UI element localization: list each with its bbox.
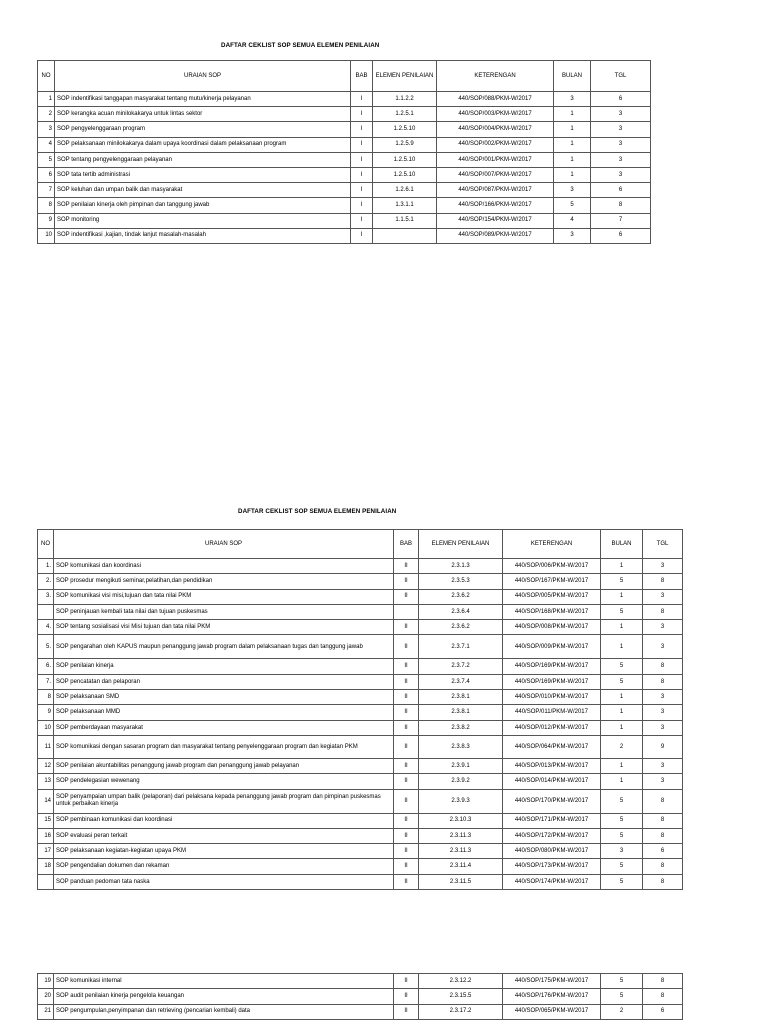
cell-elemen-penilaian: 2.3.11.4	[419, 859, 503, 874]
table-row	[38, 137, 651, 152]
table-row	[38, 705, 683, 720]
cell-keterengan: 440/SOP/154/PKM-W/2017	[437, 213, 554, 228]
header-bulan: BULAN	[554, 61, 591, 92]
cell-elemen-penilaian: 1.2.5.9	[373, 137, 437, 152]
header-no: NO	[38, 530, 54, 559]
cell-bab: I	[351, 198, 373, 213]
cell-no: 9	[38, 705, 54, 720]
cell-bulan: 3	[601, 844, 643, 859]
cell-keterengan: 440/SOP/001/PKM-W/2017	[437, 152, 554, 167]
cell-bab: II	[394, 674, 419, 689]
page-title-1: DAFTAR CEKLIST SOP SEMUA ELEMEN PENILAIAN	[221, 42, 380, 49]
cell-uraian-sop: SOP pelaksanaan minilokakarya dalam upaya koordinasi dalam pelaksanaan program	[55, 137, 351, 152]
cell-no: 5	[38, 152, 55, 167]
cell-tgl: 8	[643, 989, 683, 1004]
cell-tgl: 3	[591, 122, 651, 137]
cell-tgl: 3	[643, 774, 683, 789]
cell-keterengan: 440/SOP/006/PKM-W/2017	[503, 559, 601, 574]
table-row	[38, 213, 651, 228]
cell-tgl: 9	[643, 735, 683, 758]
cell-keterengan: 440/SOP/169/PKM-W/2017	[503, 659, 601, 674]
cell-bulan: 1	[601, 620, 643, 635]
cell-bulan: 1	[601, 758, 643, 773]
cell-keterengan: 440/SOP/007/PKM-W/2017	[437, 167, 554, 182]
cell-uraian-sop: SOP penilaian akuntabilitas penanggung jawab program dan penanggung jawab pelayanan	[54, 758, 394, 773]
table-row	[38, 828, 683, 843]
cell-tgl: 6	[591, 92, 651, 107]
cell-bab: II	[394, 828, 419, 843]
cell-elemen-penilaian: 2.3.7.2	[419, 659, 503, 674]
cell-keterengan: 440/SOP/176/PKM-W/2017	[503, 989, 601, 1004]
cell-bulan: 1	[601, 774, 643, 789]
cell-tgl: 3	[643, 705, 683, 720]
cell-elemen-penilaian: 2.3.11.3	[419, 828, 503, 843]
cell-uraian-sop: SOP penilaian kinerja	[54, 659, 394, 674]
cell-tgl: 3	[591, 137, 651, 152]
cell-keterengan: 440/SOP/168/PKM-W/2017	[503, 604, 601, 619]
cell-tgl: 7	[591, 213, 651, 228]
cell-no	[38, 874, 54, 889]
cell-bulan: 1	[601, 559, 643, 574]
cell-no: 4	[38, 137, 55, 152]
table-row	[38, 874, 683, 889]
table-row	[38, 107, 651, 122]
cell-no: 19	[38, 974, 54, 989]
cell-elemen-penilaian: 1.2.5.1	[373, 107, 437, 122]
cell-bab: II	[394, 589, 419, 604]
cell-elemen-penilaian: 2.3.6.4	[419, 604, 503, 619]
cell-keterengan: 440/SOP/171/PKM-W/2017	[503, 813, 601, 828]
cell-bulan: 5	[601, 974, 643, 989]
cell-elemen-penilaian: 2.3.10.3	[419, 813, 503, 828]
cell-bab: II	[394, 789, 419, 813]
cell-bulan: 5	[601, 674, 643, 689]
table-row	[38, 589, 683, 604]
cell-bulan: 5	[601, 828, 643, 843]
cell-bulan: 4	[554, 213, 591, 228]
cell-tgl: 8	[643, 813, 683, 828]
cell-uraian-sop: SOP pendelegasian wewenang	[54, 774, 394, 789]
cell-tgl: 8	[643, 674, 683, 689]
cell-tgl: 6	[591, 228, 651, 243]
cell-uraian-sop: SOP tentang sosialisasi visi Misi tujuan dan tata nilai PKM	[54, 620, 394, 635]
cell-bab: II	[394, 813, 419, 828]
cell-bulan: 1	[554, 107, 591, 122]
cell-bab: II	[394, 974, 419, 989]
cell-elemen-penilaian: 2.3.6.2	[419, 589, 503, 604]
cell-uraian-sop: SOP kerangka acuan minilokakarya untuk lintas sektor	[55, 107, 351, 122]
cell-keterengan: 440/SOP/174/PKM-W/2017	[503, 874, 601, 889]
cell-elemen-penilaian: 1.3.1.1	[373, 198, 437, 213]
cell-elemen-penilaian: 2.3.15.5	[419, 989, 503, 1004]
cell-tgl: 8	[643, 604, 683, 619]
cell-bab: II	[394, 874, 419, 889]
cell-keterengan: 440/SOP/012/PKM-W/2017	[503, 720, 601, 735]
table-row	[38, 604, 683, 619]
header-bab: BAB	[351, 61, 373, 92]
cell-bab	[394, 604, 419, 619]
header-elemen-penilaian: ELEMEN PENILAIAN	[419, 530, 503, 559]
cell-elemen-penilaian: 1.1.2.2	[373, 92, 437, 107]
table-row	[38, 735, 683, 758]
table-row	[38, 152, 651, 167]
cell-tgl: 3	[643, 720, 683, 735]
cell-uraian-sop: SOP pengendalian dokumen dan rekaman	[54, 859, 394, 874]
cell-bab: II	[394, 1004, 419, 1019]
cell-no: 10	[38, 228, 55, 243]
cell-keterengan: 440/SOP/087/PKM-W/2017	[437, 183, 554, 198]
cell-no: 1	[38, 92, 55, 107]
cell-bulan: 1	[601, 635, 643, 659]
table-row	[38, 122, 651, 137]
cell-uraian-sop: SOP komunikasi visi misi,tujuan dan tata nilai PKM	[54, 589, 394, 604]
cell-no: 20	[38, 989, 54, 1004]
cell-uraian-sop: SOP pelaksanaan SMD	[54, 690, 394, 705]
cell-tgl: 3	[643, 690, 683, 705]
cell-no	[38, 604, 54, 619]
cell-no: 6	[38, 167, 55, 182]
cell-bulan: 1	[601, 705, 643, 720]
cell-no: 7	[38, 183, 55, 198]
cell-bulan: 2	[601, 735, 643, 758]
cell-bulan: 5	[601, 604, 643, 619]
sop-table-2	[37, 529, 683, 890]
cell-uraian-sop: SOP penilaian kinerja oleh pimpinan dan tanggung jawab	[55, 198, 351, 213]
cell-elemen-penilaian: 2.3.9.3	[419, 789, 503, 813]
cell-tgl: 3	[591, 152, 651, 167]
header-bulan: BULAN	[601, 530, 643, 559]
table-row	[38, 1004, 683, 1019]
cell-tgl: 6	[643, 1004, 683, 1019]
table-row	[38, 859, 683, 874]
cell-no: 16	[38, 828, 54, 843]
cell-no: 13	[38, 774, 54, 789]
page-title-2: DAFTAR CEKLIST SOP SEMUA ELEMEN PENILAIAN	[238, 508, 397, 515]
cell-no: 8	[38, 690, 54, 705]
table-row	[38, 167, 651, 182]
cell-bulan: 1	[554, 167, 591, 182]
cell-bulan: 5	[601, 789, 643, 813]
cell-bab: II	[394, 758, 419, 773]
cell-keterengan: 440/SOP/014/PKM-W/2017	[503, 774, 601, 789]
cell-keterengan: 440/SOP/065/PKM-W/2017	[503, 1004, 601, 1019]
cell-elemen-penilaian: 2.3.12.2	[419, 974, 503, 989]
cell-elemen-penilaian: 1.2.5.10	[373, 152, 437, 167]
header-tgl: TGL	[643, 530, 683, 559]
cell-no: 1.	[38, 559, 54, 574]
cell-keterengan: 440/SOP/011/PKM-W/2017	[503, 705, 601, 720]
cell-uraian-sop: SOP tentang pengyelenggaraan pelayanan	[55, 152, 351, 167]
cell-uraian-sop: SOP penyampaian umpan balik (pelaporan) dari pelaksana kepada penanggung jawab program dan pimpinan puskesmas untuk perbaikan kinerja	[54, 789, 394, 813]
cell-keterengan: 440/SOP/008/PKM-W/2017	[503, 620, 601, 635]
cell-keterengan: 440/SOP/088/PKM-W/2017	[437, 92, 554, 107]
cell-bulan: 3	[554, 228, 591, 243]
cell-bab: II	[394, 705, 419, 720]
cell-bulan: 3	[554, 92, 591, 107]
cell-bulan: 1	[554, 152, 591, 167]
cell-uraian-sop: SOP keluhan dan umpan balik dan masyarakat	[55, 183, 351, 198]
cell-bab: II	[394, 690, 419, 705]
cell-uraian-sop: SOP pengyelenggaraan program	[55, 122, 351, 137]
cell-elemen-penilaian: 2.3.8.2	[419, 720, 503, 735]
cell-keterengan: 440/SOP/004/PKM-W/2017	[437, 122, 554, 137]
cell-keterengan: 440/SOP/175/PKM-W/2017	[503, 974, 601, 989]
cell-bab: I	[351, 122, 373, 137]
cell-bab: II	[394, 635, 419, 659]
cell-elemen-penilaian: 2.3.7.1	[419, 635, 503, 659]
cell-bab: I	[351, 167, 373, 182]
header-tgl: TGL	[591, 61, 651, 92]
cell-tgl: 3	[591, 107, 651, 122]
table-row	[38, 774, 683, 789]
table-row	[38, 635, 683, 659]
table-row	[38, 559, 683, 574]
cell-keterengan: 440/SOP/003/PKM-W/2017	[437, 107, 554, 122]
cell-tgl: 6	[643, 844, 683, 859]
cell-tgl: 3	[643, 559, 683, 574]
cell-bab: II	[394, 859, 419, 874]
header-elemen-penilaian: ELEMEN PENILAIAN	[373, 61, 437, 92]
cell-bulan: 2	[601, 1004, 643, 1019]
cell-elemen-penilaian: 2.3.8.1	[419, 705, 503, 720]
cell-elemen-penilaian: 2.3.6.2	[419, 620, 503, 635]
cell-tgl: 8	[643, 874, 683, 889]
cell-uraian-sop: SOP komunikasi internal	[54, 974, 394, 989]
cell-tgl: 3	[643, 620, 683, 635]
cell-bab: I	[351, 213, 373, 228]
cell-uraian-sop: SOP evaluasi peran terkait	[54, 828, 394, 843]
cell-elemen-penilaian: 2.3.17.2	[419, 1004, 503, 1019]
cell-no: 4.	[38, 620, 54, 635]
cell-uraian-sop: SOP pengarahan oleh KAPUS maupun penanggung jawab program dalam pelaksanaan tugas dan tanggung jawab	[54, 635, 394, 659]
table-row	[38, 989, 683, 1004]
cell-uraian-sop: SOP peninjauan kembali tata nilai dan tujuan puskesmas	[54, 604, 394, 619]
cell-elemen-penilaian: 2.3.7.4	[419, 674, 503, 689]
cell-uraian-sop: SOP audit penilaian kinerja pengelola keuangan	[54, 989, 394, 1004]
cell-bab: II	[394, 659, 419, 674]
cell-keterengan: 440/SOP/166/PKM-W/2017	[437, 198, 554, 213]
table-row	[38, 92, 651, 107]
cell-elemen-penilaian: 1.2.6.1	[373, 183, 437, 198]
cell-bab: II	[394, 989, 419, 1004]
table-row	[38, 974, 683, 989]
cell-tgl: 6	[591, 183, 651, 198]
cell-uraian-sop: SOP pencatatan dan pelaporan	[54, 674, 394, 689]
cell-keterengan: 440/SOP/064/PKM-W/2017	[503, 735, 601, 758]
cell-bulan: 5	[601, 813, 643, 828]
table-row	[38, 720, 683, 735]
cell-elemen-penilaian: 2.3.5.3	[419, 574, 503, 589]
header-uraian-sop: URAIAN SOP	[55, 61, 351, 92]
cell-uraian-sop: SOP prosedur mengikuti seminar,pelatihan,dan pendidikan	[54, 574, 394, 589]
cell-bab: I	[351, 152, 373, 167]
cell-bulan: 5	[601, 874, 643, 889]
cell-no: 12	[38, 758, 54, 773]
cell-uraian-sop: SOP indentifikasi tanggapan masyarakat tentang mutu/kinerja pelayanan	[55, 92, 351, 107]
cell-uraian-sop: SOP monitoring	[55, 213, 351, 228]
cell-keterengan: 440/SOP/167/PKM-W/2017	[503, 574, 601, 589]
cell-tgl: 3	[643, 589, 683, 604]
cell-keterengan: 440/SOP/170/PKM-W/2017	[503, 789, 601, 813]
table-header-row	[38, 61, 651, 92]
cell-elemen-penilaian: 2.3.1.3	[419, 559, 503, 574]
cell-elemen-penilaian: 2.3.8.1	[419, 690, 503, 705]
cell-no: 5.	[38, 635, 54, 659]
cell-bab: II	[394, 574, 419, 589]
cell-keterengan: 440/SOP/169/PKM-W/2017	[503, 674, 601, 689]
table-header-row	[38, 530, 683, 559]
cell-elemen-penilaian: 1.2.5.10	[373, 122, 437, 137]
header-keterengan: KETERENGAN	[503, 530, 601, 559]
cell-elemen-penilaian	[373, 228, 437, 243]
table-row	[38, 789, 683, 813]
cell-keterengan: 440/SOP/013/PKM-W/2017	[503, 758, 601, 773]
cell-keterengan: 440/SOP/089/PKM-W/2017	[437, 228, 554, 243]
cell-no: 14	[38, 789, 54, 813]
cell-uraian-sop: SOP pemberdayaan masyarakat	[54, 720, 394, 735]
cell-bulan: 5	[601, 574, 643, 589]
cell-bulan: 1	[554, 137, 591, 152]
header-uraian-sop: URAIAN SOP	[54, 530, 394, 559]
cell-tgl: 8	[643, 828, 683, 843]
table-row	[38, 620, 683, 635]
table-row	[38, 690, 683, 705]
cell-elemen-penilaian: 1.2.5.10	[373, 167, 437, 182]
table-row	[38, 813, 683, 828]
cell-tgl: 8	[643, 974, 683, 989]
cell-bab: I	[351, 228, 373, 243]
cell-no: 6.	[38, 659, 54, 674]
cell-elemen-penilaian: 2.3.8.3	[419, 735, 503, 758]
cell-elemen-penilaian: 2.3.9.2	[419, 774, 503, 789]
cell-bab: II	[394, 844, 419, 859]
cell-no: 18	[38, 859, 54, 874]
cell-no: 3	[38, 122, 55, 137]
cell-tgl: 3	[643, 758, 683, 773]
cell-no: 15	[38, 813, 54, 828]
cell-bab: II	[394, 735, 419, 758]
cell-keterengan: 440/SOP/173/PKM-W/2017	[503, 859, 601, 874]
cell-uraian-sop: SOP indentifikasi ,kajian, tindak lanjut masalah-masalah	[55, 228, 351, 243]
cell-bulan: 5	[601, 859, 643, 874]
cell-tgl: 8	[643, 789, 683, 813]
table-row	[38, 183, 651, 198]
table-row	[38, 659, 683, 674]
cell-bulan: 5	[601, 659, 643, 674]
table-row	[38, 674, 683, 689]
cell-keterengan: 440/SOP/009/PKM-W/2017	[503, 635, 601, 659]
table-row	[38, 758, 683, 773]
cell-tgl: 8	[591, 198, 651, 213]
table-row	[38, 198, 651, 213]
cell-elemen-penilaian: 2.3.11.3	[419, 844, 503, 859]
table-row	[38, 574, 683, 589]
cell-keterengan: 440/SOP/172/PKM-W/2017	[503, 828, 601, 843]
cell-no: 3.	[38, 589, 54, 604]
cell-uraian-sop: SOP tata tertib administrasi	[55, 167, 351, 182]
cell-no: 9	[38, 213, 55, 228]
cell-elemen-penilaian: 1.1.5.1	[373, 213, 437, 228]
sop-table-3	[37, 973, 683, 1020]
cell-tgl: 8	[643, 659, 683, 674]
cell-tgl: 8	[643, 859, 683, 874]
cell-bulan: 5	[554, 198, 591, 213]
cell-no: 8	[38, 198, 55, 213]
cell-uraian-sop: SOP pembinaan komunikasi dan koordinasi	[54, 813, 394, 828]
cell-keterengan: 440/SOP/002/PKM-W/2017	[437, 137, 554, 152]
cell-uraian-sop: SOP pelaksanaan MMD	[54, 705, 394, 720]
cell-bab: II	[394, 559, 419, 574]
cell-no: 11	[38, 735, 54, 758]
cell-bab: I	[351, 137, 373, 152]
cell-no: 2	[38, 107, 55, 122]
cell-bab: II	[394, 620, 419, 635]
cell-tgl: 3	[643, 635, 683, 659]
cell-keterengan: 440/SOP/080/PKM-W/2017	[503, 844, 601, 859]
cell-bulan: 5	[601, 989, 643, 1004]
table-row	[38, 228, 651, 243]
cell-bulan: 1	[554, 122, 591, 137]
cell-no: 2.	[38, 574, 54, 589]
cell-bulan: 1	[601, 589, 643, 604]
cell-bab: I	[351, 183, 373, 198]
cell-tgl: 3	[591, 167, 651, 182]
header-keterengan: KETERENGAN	[437, 61, 554, 92]
sop-table-1	[37, 60, 651, 244]
cell-bulan: 1	[601, 720, 643, 735]
cell-uraian-sop: SOP pengumpulan,penyimpanan dan retrieving (pencarian kembali) data	[54, 1004, 394, 1019]
cell-elemen-penilaian: 2.3.9.1	[419, 758, 503, 773]
cell-keterengan: 440/SOP/005/PKM-W/2017	[503, 589, 601, 604]
cell-bab: I	[351, 107, 373, 122]
cell-uraian-sop: SOP pelaksanaan kegiatan-kegiatan upaya PKM	[54, 844, 394, 859]
cell-no: 7.	[38, 674, 54, 689]
cell-keterengan: 440/SOP/010/PKM-W/2017	[503, 690, 601, 705]
cell-no: 21	[38, 1004, 54, 1019]
table-row	[38, 844, 683, 859]
cell-elemen-penilaian: 2.3.11.5	[419, 874, 503, 889]
cell-bab: II	[394, 774, 419, 789]
cell-bulan: 3	[554, 183, 591, 198]
cell-bab: II	[394, 720, 419, 735]
cell-tgl: 8	[643, 574, 683, 589]
cell-no: 10	[38, 720, 54, 735]
header-bab: BAB	[394, 530, 419, 559]
cell-uraian-sop: SOP komunikasi dan koordinasi	[54, 559, 394, 574]
cell-uraian-sop: SOP komunikasi dengan sasaran program dan masyarakat tentang penyelenggaraan program dan kegiatan PKM	[54, 735, 394, 758]
cell-bulan: 1	[601, 690, 643, 705]
cell-uraian-sop: SOP panduan pedoman tata naska	[54, 874, 394, 889]
cell-no: 17	[38, 844, 54, 859]
header-no: NO	[38, 61, 55, 92]
cell-bab: I	[351, 92, 373, 107]
